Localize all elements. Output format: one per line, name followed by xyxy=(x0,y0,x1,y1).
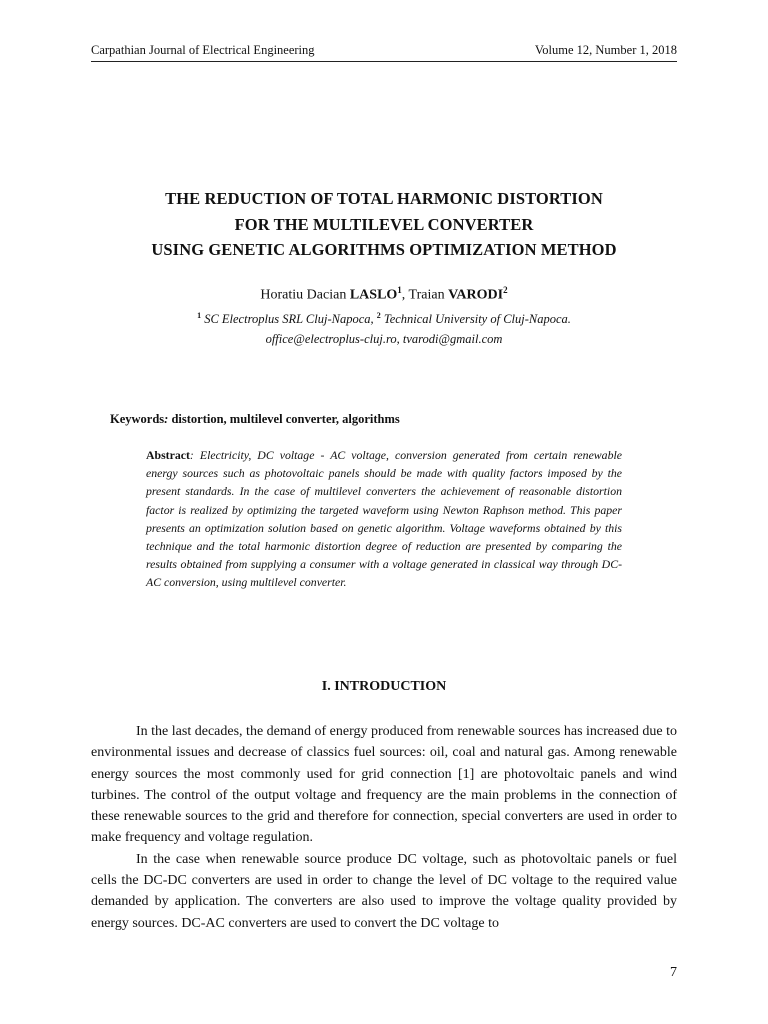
title-line-2: FOR THE MULTILEVEL CONVERTER xyxy=(234,214,534,234)
keywords xyxy=(110,412,400,427)
paper-title xyxy=(91,186,677,263)
affiliation-line xyxy=(91,306,677,329)
keywords-text: distortion, multilevel converter, algorithms xyxy=(171,412,400,426)
author-1-affiliation-mark: 1 xyxy=(397,285,402,295)
keywords-label: Keywords xyxy=(110,412,165,426)
body-text xyxy=(91,721,677,934)
abstract xyxy=(146,446,622,592)
body-paragraph-2: In the case when renewable source produce DC voltage, such as photovoltaic panels or fuel cells the DC-DC converters are used in order to change the level of DC voltage to the required value demanded by application. The converters are also used to improve the voltage quality provided by energy sources. DC-AC converters are used to convert the DC voltage to xyxy=(91,851,677,931)
author-1-family-name: LASLO xyxy=(349,287,398,303)
page-number: 7 xyxy=(670,965,677,980)
affiliations xyxy=(91,306,677,349)
author-1-given-name: Horatiu Dacian xyxy=(260,287,350,303)
title-line-3: USING GENETIC ALGORITHMS OPTIMIZATION METHOD xyxy=(151,240,617,259)
author-2-family-name: VARODI xyxy=(448,287,504,303)
journal-name: Carpathian Journal of Electrical Engineering xyxy=(91,43,315,57)
keywords-colon: : xyxy=(164,412,172,426)
running-header xyxy=(91,41,677,62)
affiliation-1: SC Electroplus SRL Cluj-Napoca, xyxy=(201,312,377,327)
affiliation-2: Technical University of Cluj-Napoca. xyxy=(380,312,571,327)
author-separator: , Traian xyxy=(401,287,449,303)
abstract-colon: : xyxy=(189,448,200,462)
abstract-text: Electricity, DC voltage - AC voltage, conversion generated from certain renewable energy sources such as photovoltaic panels should be made with quality factors imposed by the present standards. In the case of multilevel converters the achievement of reasonable distortion factor is realized by optimizing the targeted waveform using Newton Raphson method. This paper presents an optimization solution based on genetic algorithm. Voltage waveforms obtained by this technique and the total harmonic distortion degree of reduction are presented by comparing the results obtained from supplying a consumer with a voltage generated in classical way through DC-AC conversion, using multilevel converter. xyxy=(146,448,622,590)
abstract-label: Abstract xyxy=(146,448,190,462)
section-heading: I. INTRODUCTION xyxy=(321,679,447,694)
author-2-affiliation-mark: 2 xyxy=(503,285,508,295)
author-emails: office@electroplus-cluj.ro, tvarodi@gmail.com xyxy=(265,332,503,347)
affiliation-1-mark: 1 xyxy=(197,311,202,320)
author-list xyxy=(91,285,677,304)
title-line-1: THE REDUCTION OF TOTAL HARMONIC DISTORTION xyxy=(165,189,603,208)
affiliation-2-mark: 2 xyxy=(376,311,381,320)
volume-info: Volume 12, Number 1, 2018 xyxy=(534,43,677,57)
body-paragraph-1: In the last decades, the demand of energy produced from renewable sources has increased due to environmental issues and decrease of classics fuel sources: oil, coal and natural gas. Among renewable energy sources the most commonly used for grid connection [1] are photovoltaic panels and wind turbines. The control of the output voltage and frequency are the main problems in the connection of these renewable sources to the grid and therefore for connection, special converters are used in order to make frequency and voltage regulation. xyxy=(91,724,677,846)
